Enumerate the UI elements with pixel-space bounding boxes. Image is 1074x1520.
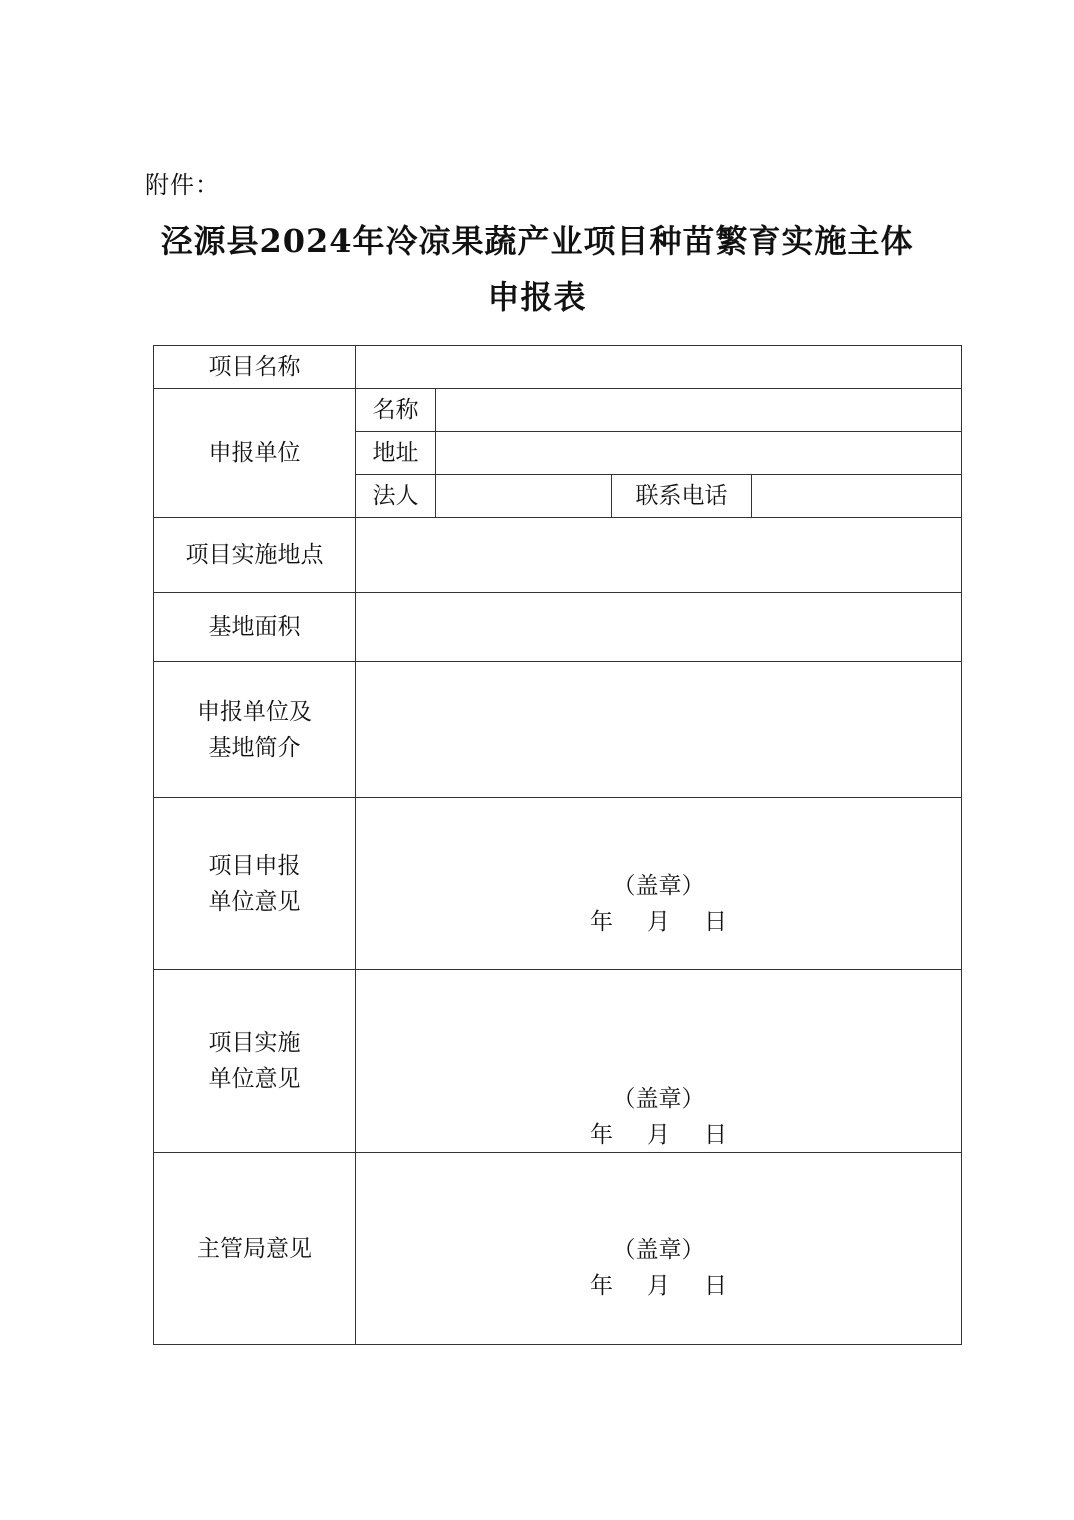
implementer-opinion-field[interactable]: [356, 970, 962, 1153]
applicant-label: 申报单位: [154, 389, 356, 518]
applicant-name-field[interactable]: [436, 389, 962, 432]
applicant-address-label: 地址: [356, 432, 436, 475]
phone-field[interactable]: [752, 475, 962, 518]
intro-label: [154, 662, 356, 798]
applicant-opinion-label: [154, 798, 356, 970]
page-subtitle: 申报表: [487, 278, 587, 316]
intro-label-line2: 基地简介: [208, 734, 301, 761]
authority-opinion-date: [356, 1268, 961, 1304]
location-field[interactable]: [356, 518, 962, 593]
applicant-address-field[interactable]: [436, 432, 962, 475]
intro-label-line1: 申报单位及: [197, 698, 312, 725]
day-label: 日: [704, 909, 727, 935]
day-label: 日: [704, 1122, 727, 1148]
authority-opinion-seal: （盖章）: [612, 1237, 705, 1263]
phone-label: 联系电话: [612, 475, 752, 518]
day-label: 日: [704, 1273, 727, 1299]
intro-field[interactable]: [356, 662, 962, 798]
base-area-field[interactable]: [356, 593, 962, 662]
implementer-opinion-label: [154, 970, 356, 1153]
applicant-name-label: 名称: [356, 389, 436, 432]
applicant-opinion-date: [356, 904, 961, 940]
month-label: 月: [647, 1122, 670, 1148]
project-name-field[interactable]: [356, 346, 962, 389]
base-area-label: 基地面积: [154, 593, 356, 662]
implementer-opinion-seal: （盖章）: [612, 1086, 705, 1112]
applicant-opinion-label-line2: 单位意见: [208, 888, 301, 915]
legal-person-field[interactable]: [436, 475, 612, 518]
application-form-table: [153, 345, 962, 1345]
year-label: 年: [590, 909, 613, 935]
attachment-label: 附件：: [145, 171, 220, 199]
implementer-opinion-label-line1: 项目实施: [208, 1030, 301, 1056]
legal-person-label: 法人: [356, 475, 436, 518]
year-label: 年: [590, 1122, 613, 1148]
month-label: 月: [647, 909, 670, 935]
authority-opinion-label: 主管局意见: [154, 1153, 356, 1345]
project-name-label: 项目名称: [154, 346, 356, 389]
month-label: 月: [647, 1273, 670, 1299]
applicant-opinion-label-line1: 项目申报: [208, 852, 301, 879]
implementer-opinion-label-line2: 单位意见: [208, 1066, 301, 1092]
year-label: 年: [590, 1273, 613, 1299]
applicant-opinion-field[interactable]: [356, 798, 962, 970]
implementer-opinion-date: [356, 1117, 961, 1153]
authority-opinion-field[interactable]: [356, 1153, 962, 1345]
page-title: 泾源县2024年冷凉果蔬产业项目种苗繁育实施主体: [160, 222, 914, 260]
applicant-opinion-seal: （盖章）: [612, 873, 705, 899]
location-label: 项目实施地点: [154, 518, 356, 593]
